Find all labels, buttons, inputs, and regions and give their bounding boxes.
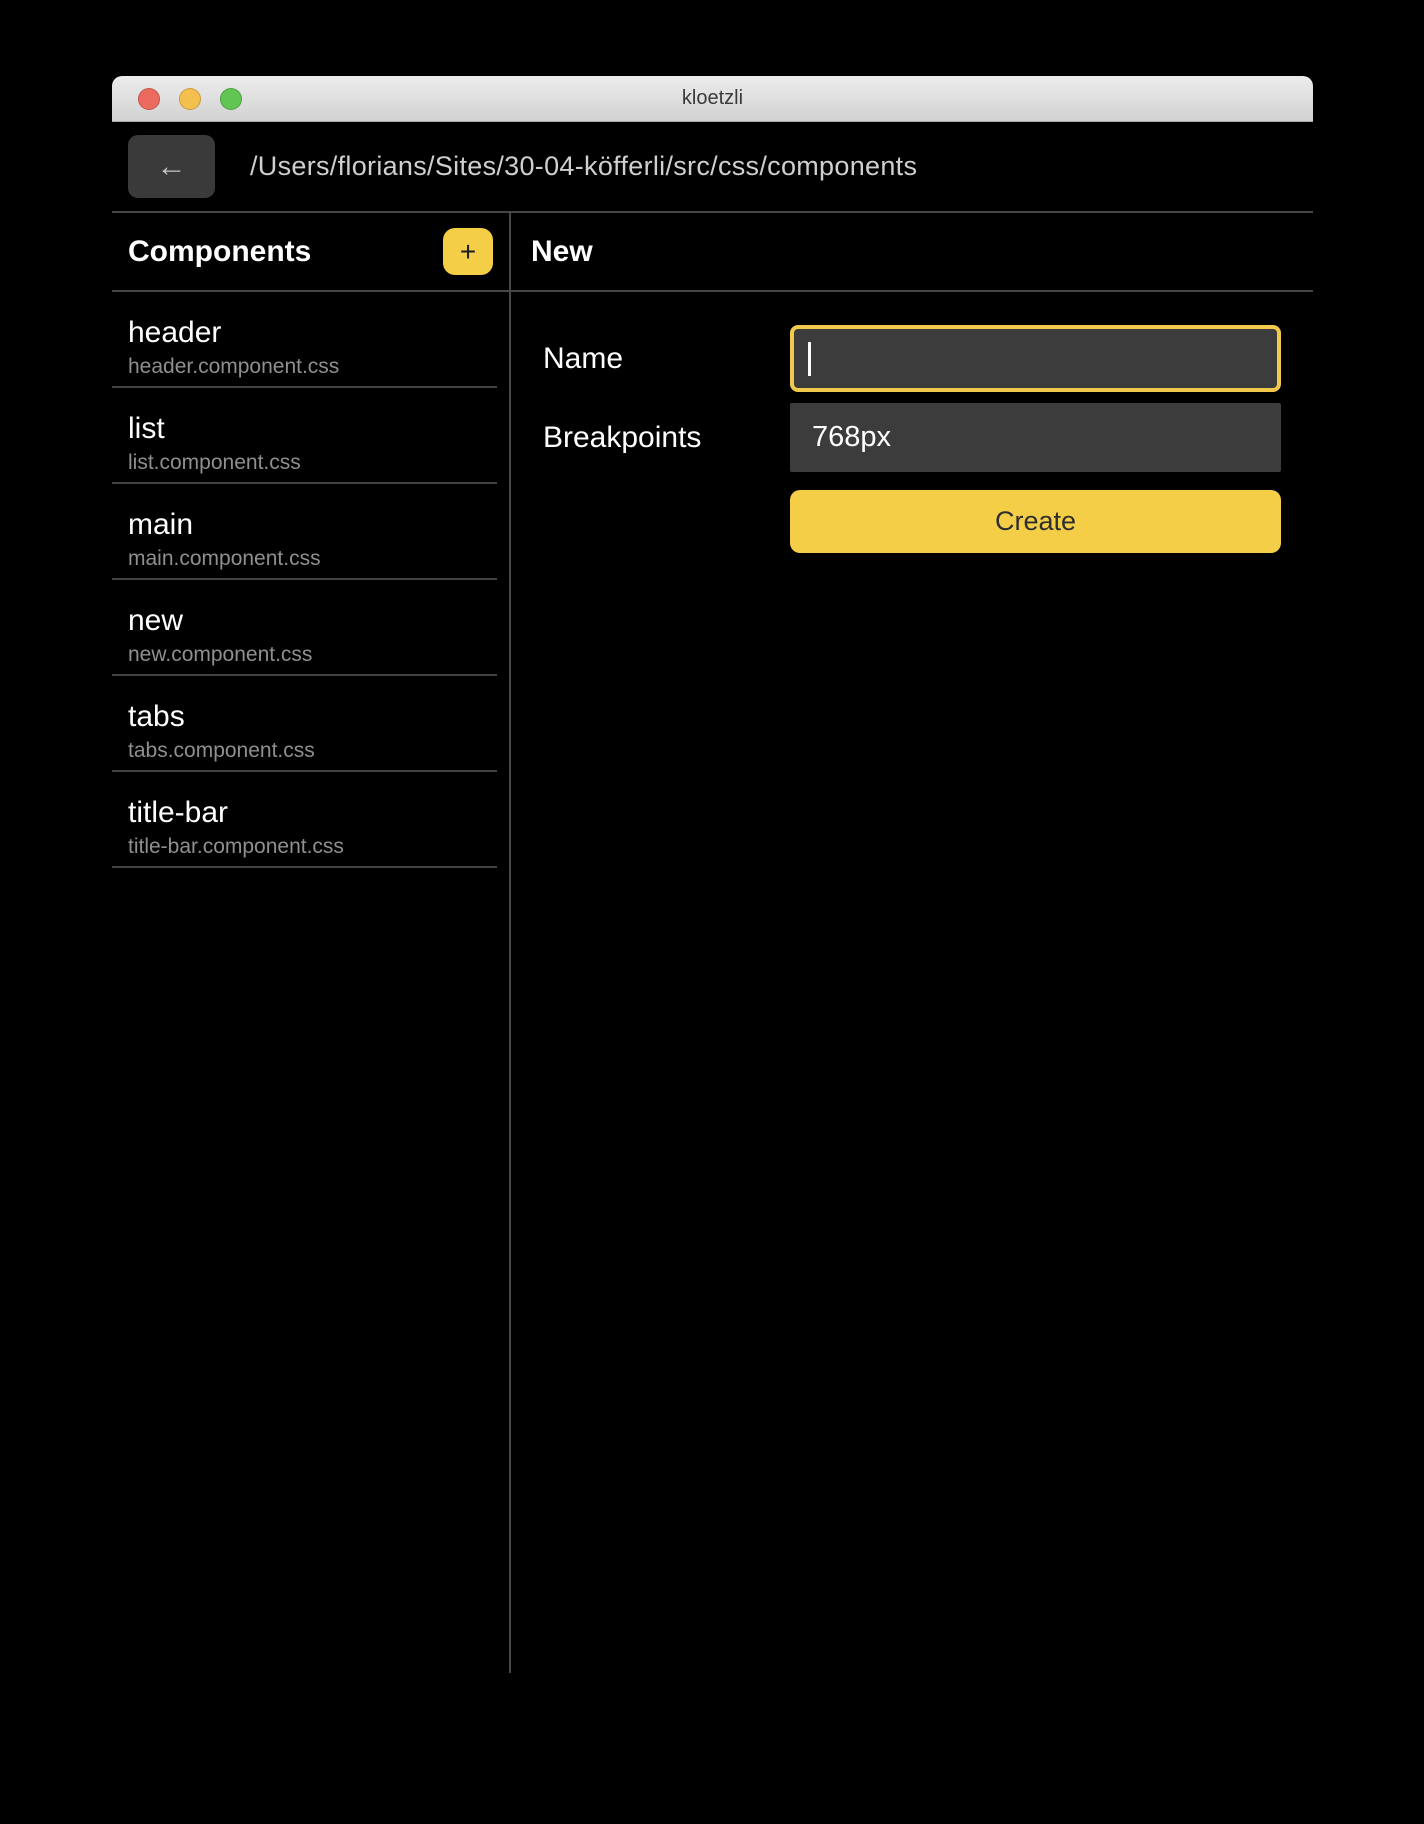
plus-icon: +	[459, 235, 477, 267]
app-window	[112, 76, 1313, 1674]
component-name: header	[128, 316, 222, 349]
back-button[interactable]	[128, 135, 215, 198]
add-component-button[interactable]	[443, 228, 493, 275]
create-row	[543, 490, 1283, 553]
breakpoints-row	[543, 403, 1283, 472]
component-filename: new.component.css	[128, 643, 313, 666]
component-list-item[interactable]	[112, 676, 497, 772]
sidebar-title: Components	[128, 234, 312, 268]
page-title: New	[531, 234, 593, 268]
component-list-item[interactable]	[112, 580, 497, 676]
component-list-item[interactable]	[112, 388, 497, 484]
sidebar-header	[112, 213, 509, 292]
component-name: main	[128, 508, 194, 541]
new-component-form	[511, 292, 1313, 553]
component-filename: main.component.css	[128, 547, 321, 570]
component-filename: tabs.component.css	[128, 739, 315, 762]
create-button[interactable]: Create	[790, 490, 1281, 553]
component-filename: list.component.css	[128, 451, 301, 474]
component-name: new	[128, 604, 184, 637]
component-list-item[interactable]	[112, 772, 497, 868]
component-name: list	[128, 412, 165, 445]
component-name: tabs	[128, 700, 185, 733]
name-input[interactable]	[790, 325, 1281, 392]
component-name: title-bar	[128, 796, 229, 829]
main-panel	[511, 213, 1313, 1673]
minimize-button[interactable]	[179, 88, 201, 110]
zoom-button[interactable]	[220, 88, 242, 110]
window-title: kloetzli	[681, 87, 744, 109]
titlebar	[112, 76, 1313, 122]
sidebar	[112, 213, 511, 1673]
component-filename: title-bar.component.css	[128, 835, 344, 858]
component-list	[112, 292, 497, 868]
name-label: Name	[543, 341, 624, 375]
name-field-wrap	[790, 325, 1281, 392]
path-toolbar	[112, 122, 1313, 213]
content	[112, 213, 1313, 1673]
traffic-lights	[138, 76, 242, 121]
breakpoints-label: Breakpoints	[543, 420, 702, 454]
close-button[interactable]	[138, 88, 160, 110]
component-list-item[interactable]	[112, 484, 497, 580]
text-caret	[808, 342, 811, 376]
breakpoints-field-wrap	[790, 403, 1281, 472]
back-arrow-icon: ←	[156, 149, 187, 183]
main-header	[511, 213, 1313, 292]
breakpoints-input[interactable]	[790, 403, 1281, 472]
name-row	[543, 325, 1283, 392]
component-list-item[interactable]	[112, 292, 497, 388]
breadcrumb-path: /Users/florians/Sites/30-04-köfferli/src/css/components	[250, 151, 918, 181]
component-filename: header.component.css	[128, 355, 340, 378]
